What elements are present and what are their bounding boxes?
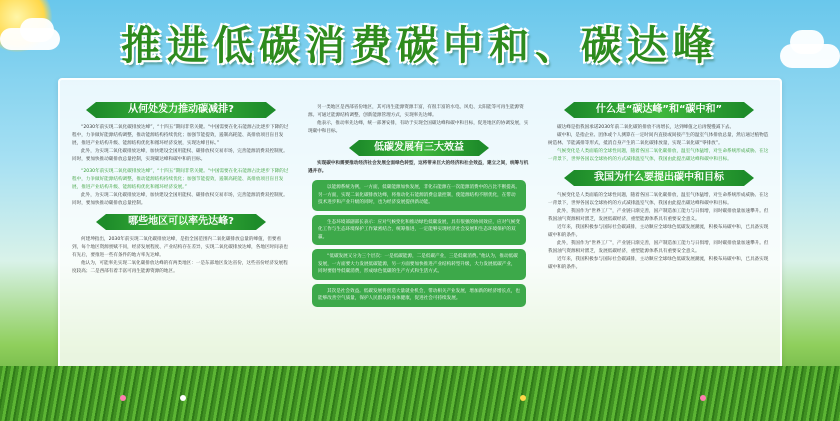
info-card: “低碳发展又分为三个层次：一是低碳能源，二是低碳产业，三是低碳消费。”他认为，推动低碳发展，一方面要大力发展低碳能源，另一方面要加快推进产业结构转型升级，大力发展低碳产业，同时要倡导低碳消费，形成绿色低碳的生产方式和生活方式。	[312, 249, 526, 280]
flower-graphic	[700, 395, 706, 401]
paragraph: 此外，我国作为“世界工厂”，产业链日渐完善，国产制造加工能力与日俱增，同时碳排放量加速攀升。但我国油气资源相对匮乏，发展低碳经济，重塑能源体系具有重要安全意义。	[548, 241, 769, 254]
info-card: 生态环境部副部长表示：应对气候变化和推动绿色低碳发展，具有很强的协同效应，应对气候变化工作与生态环境保护工作紧密结合，统筹推进，一定能够实现经济社会发展和生态环境保护的双赢。	[312, 215, 526, 246]
info-card: 其次是社会效益。低碳发展将创造大量就业机会，带动相关产业发展，增加新的经济增长点，也能够改善空气质量，保护人民群众的身体健康，促进社会可持续发展。	[312, 284, 526, 307]
paragraph: “2030年前实现二氧化碳排放达峰”，“十四五”期间非常关键。“中国需要在化石能源占比逐步下降的过程中，力争做好能源结构调整，推动能源结构持续优化；加强节能提效，遏制高耗能、高排放项目盲目发展，推进产业结构升级、能源结构优化和循环经济发展。”	[72, 169, 289, 190]
paragraph: 此外，为实现二氧化碳排放达峰，加快建设全国用能权、碳排放权交易市场，完善能源消费双控制度。同时，要加快推动碳排放总量控制。	[72, 193, 288, 206]
section-header: 什么是“碳达峰”和“碳中和”	[574, 102, 744, 118]
section-header: 低碳发展有三大效益	[359, 140, 479, 156]
paragraph: 何建坤指出，2030年前实现二氧化碳排放达峰，是指全国范围内二氧化碳排放总量的峰值，但要看到，每个地区资源禀赋不同，经济发展程度、产业结构存在差异，实现二氧化碳排放达峰，各地区时间表也有先后，要推进一些有条件的地方率先达峰。	[72, 237, 288, 258]
right-column	[548, 102, 770, 374]
paragraph: 碳中和，是指企业、团体或个人测算在一定时间内直接或间接产生的温室气体排放总量，然后通过植物造树造林、节能减排等形式，抵消自身产生的二氧化碳排放量，实现二氧化碳“零排放”。	[548, 133, 769, 146]
paragraph: 此外，为实现二氧化碳排放达峰，加快建设全国用能权、碳排放权交易市场，完善能源消费双控制度。同时，要加快推动碳排放总量控制，实现碳达峰和碳中和的目标。	[72, 149, 288, 162]
section-header: 哪些地区可以率先达峰?	[106, 214, 256, 230]
left-column	[72, 102, 290, 374]
page-title: 推进低碳消费碳中和、碳达峰	[121, 23, 719, 69]
paragraph: 近年来，我国积极参与国际社会碳减排，主动顺应全球绿色低碳发展潮流，积极布局碳中和，已具备实现碳中和的条件。	[548, 257, 769, 270]
info-card: 以能源系统为例，一方面，低碳能源加快发展，非化石能源在一次能源消费中的占比不断提高。另一方面，实现二氧化碳排放达峰，将推动化石能源消费总量控制，使能源结构不断优化，在带动技术进步和产业升级的同时，也为经济发展提供新动能。	[312, 180, 526, 211]
middle-column	[308, 104, 530, 374]
paragraph: 另一类地区是西部省份地区，其可再生能源资源丰富，有很丰富的水电、风电、太阳能等可再生能源资源。可通过能源结构调整，创新能源管理方式，实现率先达峰。	[308, 105, 524, 118]
paragraph: 碳达峰是指我国承诺2030年前二氧化碳的排放不再增长，达到峰值之后再慢慢减下去。	[557, 125, 735, 130]
flower-graphic	[120, 395, 126, 401]
paragraph: 气候变化是人类面临的全球性问题，随着各国二氧化碳排放，温室气体猛增，对生命系统形成威胁。在这一背景下，世界各国以全球协约的方式减排温室气体，我国由此提出碳达峰和碳中和目标。	[548, 193, 769, 206]
paragraph: 他表示，推动率先达峰，统一部署安排，有助于实现全国碳达峰和碳中和目标，促进地区的协调发展，实现碳中和目标。	[308, 121, 529, 134]
paragraph: “2030年前实现二氧化碳排放达峰”，“十四五”期间非常关键。“中国需要在化石能源占比逐步下降的过程中，力争做好能源结构调整，推动能源结构持续优化；加强节能提效，遏制高耗能、高排放项目盲目发展，推进产业结构升级、能源结构优化和循环经济发展，实现达峰目标。”	[72, 125, 289, 146]
paragraph: 他认为，可能率先实现二氧化碳排放达峰的有两类地区：一是东部地区发达省份，这些省份经济发展程度较高；二是西部有着丰富可再生能源资源的地区。	[72, 261, 288, 274]
flower-graphic	[180, 395, 186, 401]
paragraph: 近年来，我国积极参与国际社会碳减排，主动顺应全球绿色低碳发展潮流，积极布局碳中和，已具备实现碳中和的条件。	[548, 225, 769, 238]
flower-graphic	[520, 395, 526, 401]
paragraph: 此外，我国作为“世界工厂”，产业链日渐完善，国产制造加工能力与日俱增，同时碳排放量加速攀升。但我国油气资源相对匮乏，发展低碳经济，重塑能源体系具有重要安全意义。	[548, 209, 769, 222]
lead-paragraph: 实现碳中和需要推动经济社会发展全面绿色转型，这将带来巨大的经济和社会效益，建立之间，统筹与机遇并存。	[308, 161, 529, 174]
paragraph: 气候变化是人类面临的全球性问题，随着各国二氧化碳排放，温室气体猛增，对生命系统形成威胁。在这一背景下，世界各国以全球协约的方式减排温室气体，我国由此提出碳达峰和碳中和目标。	[548, 149, 769, 162]
grass-decoration	[0, 366, 840, 421]
content-board	[58, 78, 782, 376]
section-header: 从何处发力推动碳减排?	[96, 102, 266, 118]
section-header: 我国为什么要提出碳中和目标	[574, 170, 744, 186]
